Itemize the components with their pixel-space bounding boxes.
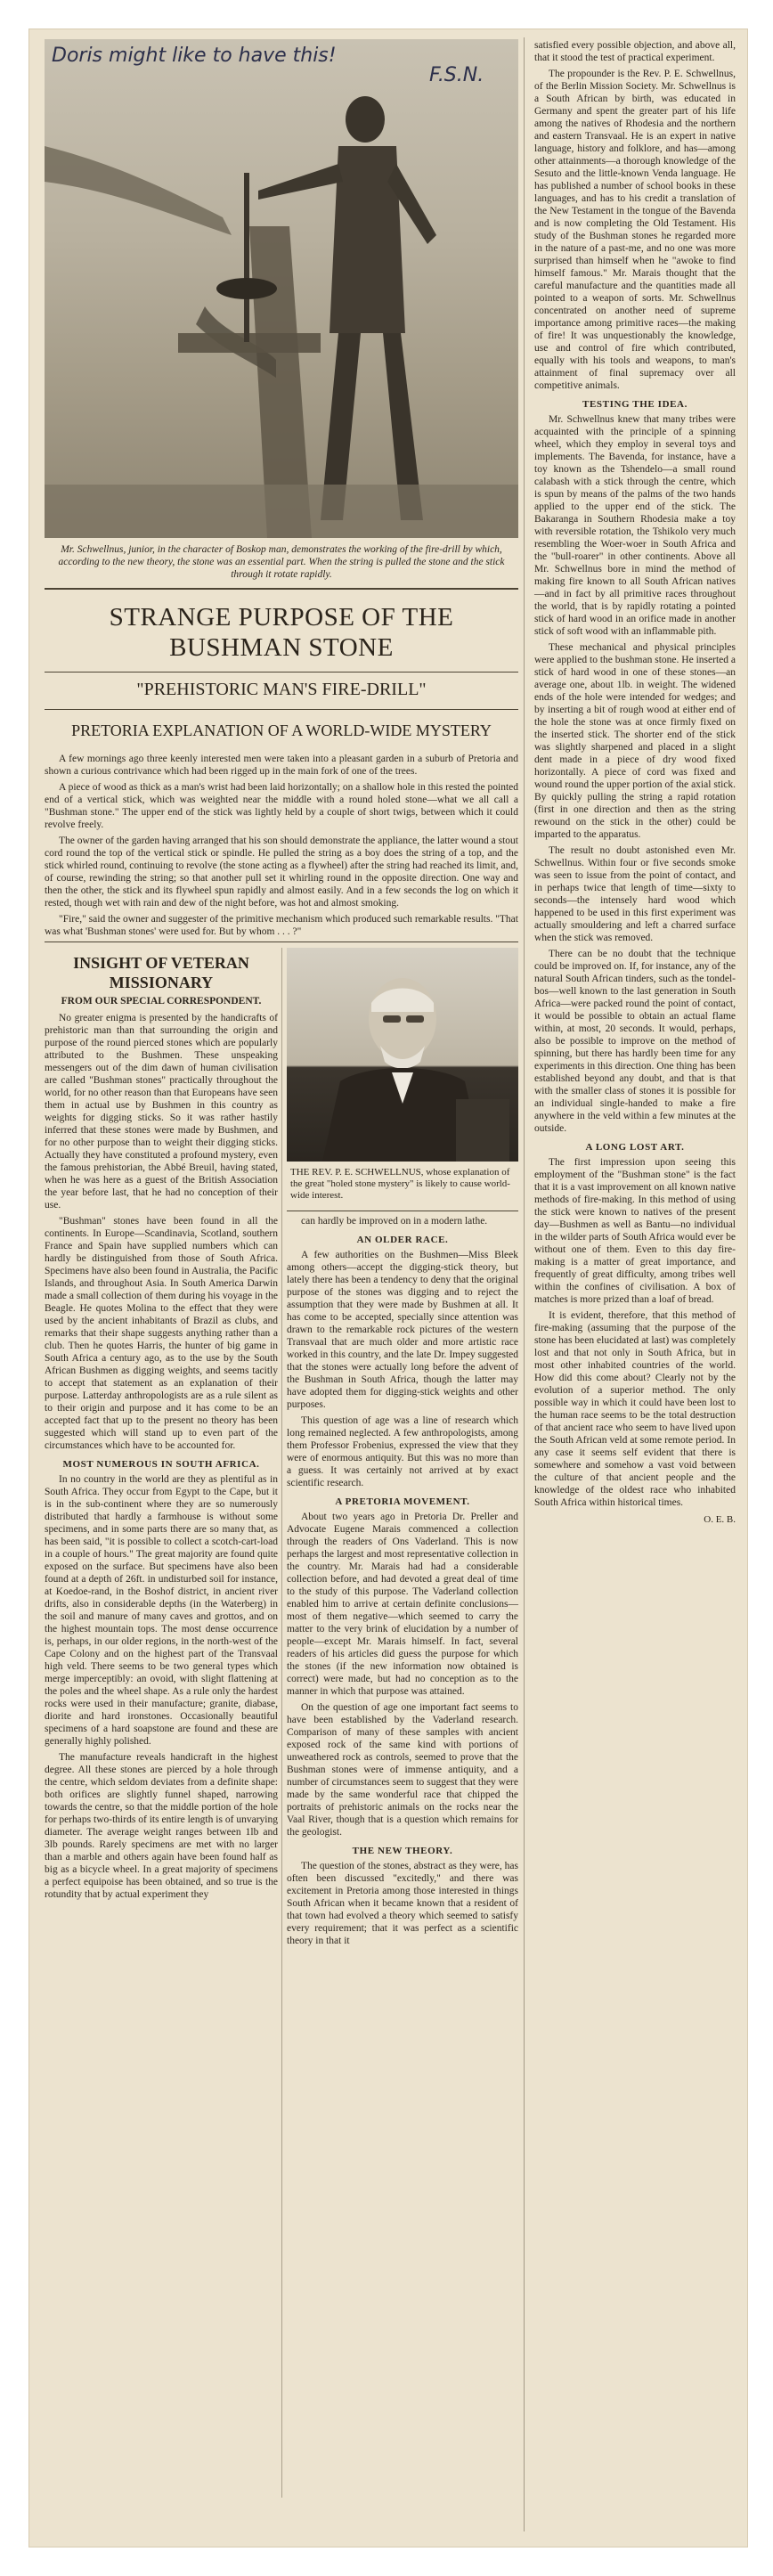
column-rule [281, 948, 282, 2498]
portrait-photo [287, 948, 518, 1162]
article-paragraph: About two years ago in Pretoria Dr. Preller and Advocate Eugene Marais commenced a collection through the readers of Ons Vaderland. This is now perhaps the largest and most representative collection in the country. Mr. Marais had had a considerable collection before, and had devoted a great deal of time to the study of this purpose. The Vaderland collection enabled him to arrive at certain definite conclusions—most of them negative—which seemed to carry the matter to the very brink of elucidation by a number of people—except Mr. Marais himself. In fact, several readers of his articles did guess the purpose for which the stones (if the new information now obtained is correct) were made, but had no conception as to the manner in which that purpose was attained. [287, 1512, 518, 1697]
article-paragraph: Mr. Schwellnus knew that many tribes were acquainted with the principle of a spinning wheel, which they employ in several toys and implements. The Bavenda, for instance, have a toy known as the Tshendelo—a small round calabash with a stick through the centre, which is spun by means of the palms of the two hands applied to the upper end of the stick. The Bakaranga in Southern Rhodesia make a toy with reversible rotation, the Tshikolo very much resembling the Woer-woer in South Africa and the "bull-roarer" in other continents. Above all Mr. Schwellnus bore in mind the method of making fire known to all South African natives—and in fact by all primitive races throughout the world, that is by rapidly rotating a pointed stick of hard wood in an orifice made in another stick of soft wood with an inflammable pith. [534, 414, 736, 637]
handwritten-note: Doris might like to have this! [52, 45, 337, 67]
article-paragraph: These mechanical and physical principles were applied to the bushman stone. He inserted a stick of hard wood in one of these stones—an average one, about 1lb. in weight. The widened ends of the hole were intended for wedges; and by inserting a bit of rough wood at either end of the hole the stone was at once firmly fixed on the inserted stick. The shorter end of the stick was slightly sharpened and placed in a slight dent made in a piece of dry wood fixed horizontally. A piece of cord was fixed and wound round the upper portion of the axial stick. By quickly pulling the string a rapid rotation (first in one direction and then as the string rewound on the stick in the other) could be imparted to the apparatus. [534, 642, 736, 840]
article-paragraph: In no country in the world are they as plentiful as in South Africa. They occur from Egypt to the Cape, but it is in the sub-continent where they are so numerously distributed that hardly a farmhouse is without some specimens, and in some parts there are so many that, as has been said, "it is possible to collect a scotch-cart-load in a couple of hours." The great majority are found quite exposed on the surface. But specimens have also been found at a depth of 26ft. in undisturbed soil for instance, at Koedoe-rand, in the Boshof district, in ancient river drifts, also in considerable depths (in the Waterberg) in the soil and manure of many caves and grottos, and on the highest mountain tops. The most dense occurrence is, perhaps, in our older regions, in the north-west of the Cape Colony and on the highest part of the Transvaal high veld. There seems to be two general types which merge imperceptibly: an ovoid, with slight flattening at the poles and the wheel shape. As a rule only the hardest rocks were used in their manufacture; granite, diabase, diorite and hard ironstones. Occasionally beautiful specimens of a hard soapstone are found and these are generally highly polished. [45, 1474, 278, 1747]
right-column [534, 39, 736, 1525]
newspaper-clipping [28, 29, 748, 2547]
fire-drill-photo [45, 39, 518, 538]
headline: STRANGE PURPOSE OF THE BUSHMAN STONE [109, 603, 454, 662]
section-subtitle: MOST NUMEROUS IN SOUTH AFRICA. [62, 1459, 260, 1470]
article-paragraph: "Bushman" stones have been found in all the continents. In Europe—Scandinavia, Scotland, southern France and Spain have supplied numbers which can hardly be distinguished from those of South Africa. Specimens have also been found in Australia, the Pacific Islands, and throughout Asia. In South America Darwin made a small collection of them during his voyage in the Beagle. He quotes Molina to the effect that they were used by the ancient inhabitants of Brazil as clubs, and remarks that their shape suggests anything rather than a club. Then he quotes Harris, the hunter of big game in South Africa a century ago, as to the use by the South African Bushmen as digging weights, and seems tacitly to accept that statement as an explanation of their purpose. Latterday anthropologists are as a rule silent as to their origin and purpose and it has come to be an accepted fact that up to the present no theory has been suggested which will stand up to even part of the circumstances which have to be accounted for. [45, 1216, 278, 1451]
handwritten-initials: F.S.N. [429, 64, 484, 86]
article-paragraph: This question of age was a line of research which long remained neglected. A few anthropologists, among them Professor Frobenius, expressed the view that they were of enormous antiquity. But this was no more than a guess. It was certainly not arrived at by exact scientific research. [287, 1415, 518, 1488]
insight-column [45, 948, 278, 1904]
section-subtitle: A PRETORIA MOVEMENT. [335, 1496, 470, 1507]
intro-paragraph: The owner of the garden having arranged that his son should demonstrate the appliance, the latter wound a stout cord round the top of the vertical stick or spindle. He pulled the string as a boy does the string of a top, and the stick whirled round, continuing to revolve (the stone acting as a flywheel) after the string had reached its limit, and, of course, rewinding the string; so that another pull set it whirling round in the opposite direction. One way and then the other, the stick and its flywheel spun rapidly and almost easily. And in a few seconds the log on which it rested, though wet with rain and dew of the night before, was hot and almost smoking. [45, 836, 518, 909]
article-paragraph: On the question of age one important fact seems to have been established by the Vaderland research. Comparison of many of these samples with ancient exposed rock of the same kind with portions of unweathered rock as controls, seemed to prove that the Bushman stones were of immense antiquity, and a number of circumstances seem to suggest that they were made by the same wonderful race that chipped the portraits of prehistoric animals on the rocks near the Vaal River, though that is a question which remains for the geologist. [287, 1702, 518, 1838]
left-column [45, 39, 518, 2498]
article-paragraph: The result no doubt astonished even Mr. Schwellnus. Within four or five seconds smoke was seen to issue from the point of contact, and in perhaps twice that length of time—sixty to seconds—the intensely hard wood which happened to be used in this first experiment was actually smouldering and left a charred surface when the stick was removed. [534, 845, 736, 943]
article-paragraph: The propounder is the Rev. P. E. Schwellnus, of the Berlin Mission Society. Mr. Schwellnus is a South African by birth, was educated in Germany and spent the greater part of his life among the natives of Rhodesia and the northern and eastern Transvaal. He is an expert in native language, history and folklore, and has—among other attainments—a thorough knowledge of the Sesuto and the little-known Venda language. He has published a number of school books in these languages, and has to his credit a translation of the New Testament in the tongue of the Bavenda and is now completing the Old Testament. His study of the Bushman stones he regarded more in the nature of a past-me, and no one was more surprised than himself when he "awoke to find himself famous." Mr. Marais thought that the careful manufacture and the quantities made all pointed to a weapon of sorts. Mr. Schwellnus concentrated on another need of supreme importance among primitive races—the making of fire! It was unquestionably the knowledge, use and control of fire which contributed, equally with his tools and weapons, to man's attainment of final supremacy over all competitive animals. [534, 69, 736, 391]
portrait-caption: THE REV. P. E. SCHWELLNUS, whose explanation of the great "holed stone mystery" is likely to cause world-wide interest. [290, 1167, 510, 1201]
subheadline: "PREHISTORIC MAN'S FIRE-DRILL" [136, 680, 427, 699]
intro-paragraph: A few mornings ago three keenly interested men were taken into a pleasant garden in a suburb of Pretoria and shown a curious contrivance which had been rigged up in the main fork of one of the trees. [45, 754, 518, 777]
article-paragraph: can hardly be improved on in a modern lathe. [301, 1216, 488, 1227]
section-subtitle: TESTING THE IDEA. [582, 399, 688, 410]
article-paragraph: A few authorities on the Bushmen—Miss Bleek among others—accept the digging-stick theory, but lately there has been a tendency to deny that the original purpose of the stones was digging and to reject the assumption that they were made by Bushmen at all. It has come to be accepted, specially since attention was drawn to the remarkable rock pictures of the western Transvaal that are much older and more artistic race worked in this country, and the late Dr. Impey suggested that the stones were actually long before the advent of the Bushman in South Africa, though the latter may have adopted them for digging-stick weights and other purposes. [287, 1250, 518, 1410]
byline: FROM OUR SPECIAL CORRESPONDENT. [61, 996, 262, 1007]
section-subtitle: AN OLDER RACE. [356, 1235, 449, 1245]
intro-paragraph: "Fire," said the owner and suggester of the primitive mechanism which produced such remarkable results. "That was what 'Bushman stones' were used for. But by whom . . . ?" [45, 914, 518, 937]
section-subtitle: THE NEW THEORY. [352, 1846, 453, 1856]
article-paragraph: There can be no doubt that the technique could be improved on. If, for instance, any of the natural South African tinders, such as the tondel-bos—well known to the last generation in South Africa—were packed round the point of contact, it would be possible to obtain an actual flame within, at most, 20 seconds. It would, perhaps, also be possible to improve on the method of spinning, but there has hardly been time for any experiments in this direction. One thing has been established beyond any doubt, and that is that with the smaller class of stones it is possible for an individual single-handed to make a fire anywhere in the veld within a few minutes at the outside. [534, 949, 736, 1134]
lower-section [45, 948, 518, 2498]
rule [45, 672, 518, 673]
article-paragraph: No greater enigma is presented by the handicrafts of prehistoric man than that surrounding the origin and purpose of the round pierced stones which are popularly attributed to the Bushmen. These unspeaking messengers out of the dim dawn of human civilisation are called "Bushman stones" practically throughout the world, for no other reason than that Europeans have seen them in actual use by Bushmen in this country as weights for digging sticks. So it was rather hastily inferred that these stones were made by Bushmen, and for no other purpose than to weight their digging sticks. Actually they have constituted a profound mystery, even the famous prehistorian, the Abbé Breuil, having stated, when he was here as a guest of the British Association the year before last, that he had no conception of their use. [45, 1013, 278, 1211]
portrait-column [287, 948, 518, 1951]
article-paragraph: It is evident, therefore, that this method of fire-making (assuming that the purpose of the stone has been elucidated at last) was completely lost and that not only in South Africa, but in most other inhabited countries of the world. How did this come about? Clearly not by the evolution of a superior method. The only possible way in which it could have been lost to the human race seems to be the total destruction of that ancient race who seem to have lived upon the South African veld at some remote period. In any case it seems self evident that there is somewhere and somehow a vast void between the culture of that ancient people and the knowledge of the oldest race who inhabited South Africa within historical times. [534, 1310, 736, 1508]
article-paragraph: The manufacture reveals handicraft in the highest degree. All these stones are pierced by a hole through the centre, which seldom deviates from a definite shape: both orifices are slightly funnel shaped, narrowing towards the centre, so that the middle portion of the hole for perhaps two-thirds of its entire length is of unvarying diameter. The average weight ranges between 1lb and 3lb pounds. Rarely specimens are met with no larger than a marble and others again have been found half as big as a bicycle wheel. In a great majority of specimens a perfect equipoise has been obtained, and so true is the rotundity that by actual experiment they [45, 1752, 278, 1900]
section-heading: INSIGHT OF VETERAN MISSIONARY [73, 954, 249, 991]
subheadline-secondary: PRETORIA EXPLANATION OF A WORLD-WIDE MYSTERY [71, 721, 492, 739]
section-subtitle: A LONG LOST ART. [585, 1142, 685, 1153]
article-paragraph: The first impression upon seeing this employment of the "Bushman stone" is the fact that it is a vast improvement on all known native methods of fire-making. In this method of using the stick were known to natives of the present day—Bushmen as well as Bantu—no individual in the wilder parts of South Africa would ever be without one of them. Even to this day fire-making is a matter of great importance, and frequently of great difficulty, among tribes well within the confines of civilisation. A box of matches is more prized than a loaf of bread. [534, 1157, 736, 1305]
rule [45, 709, 518, 710]
photo-caption: Mr. Schwellnus, junior, in the character of Boskop man, demonstrates the working of the fire-drill by which, according to the new theory, the stone was an essential part. When the string is pulled the stone and the stick through it rotate rapidly. [58, 544, 505, 580]
portrait-illustration [287, 948, 518, 1162]
intro-paragraph: A piece of wood as thick as a man's wrist had been laid horizontally; on a shallow hole in this rested the pointed end of a vertical stick, which was weighted near the middle with a round holed stone—what we all call a "Bushman stone." The upper end of the stick was lightly held by a couple of short twigs, between which it could revolve freely. [45, 782, 518, 830]
fire-drill-illustration [45, 39, 518, 538]
column-rule [524, 37, 525, 2531]
rule [45, 588, 518, 590]
article-paragraph: satisfied every possible objection, and above all, that it stood the test of practical experiment. [534, 40, 736, 63]
article-paragraph: The question of the stones, abstract as they were, has often been discussed "excitedly," and there was excitement in Pretoria among those interested in things South African when it became known that a resident of that town had evolved a theory which seemed to satisfy every requirement; that it was perfect as a scientific theory in that it [287, 1861, 518, 1946]
author-signature: O. E. B. [704, 1514, 736, 1525]
